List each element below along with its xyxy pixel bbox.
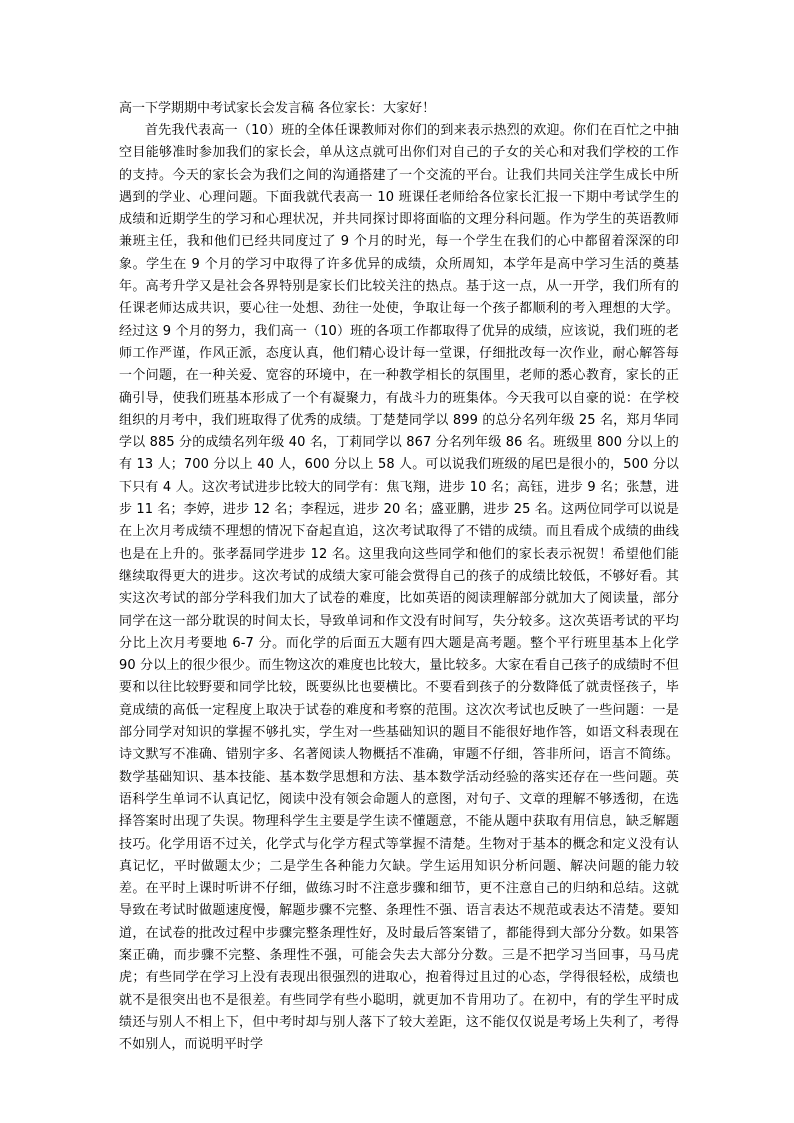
document-content (119, 98, 679, 1108)
document-body: 首先我代表高一（10）班的全体任课教师对你们的到来表示热烈的欢迎。你们在百忙之中抽空目能够准时参加我们的家长会，单从这点就可出你们对自己的子女的关心和对我们学校的工作的支持。今天的家长会为我们之间的沟通搭建了一个交流的平台。让我们共同关注学生成长中所遇到的学业、心理问题。下面我就代表高一 10 班课任老师给各位家长汇报一下期中考试学生的成绩和近期学生的学习和心理状况，并共同探讨即将面临的文理分科问题。作为学生的英语教师兼班主任，我和他们已经共同度过了 9 个月的时光，每一个学生在我们的心中都留着深深的印象。学生在 9 个月的学习中取得了许多优异的成绩，众所周知，本学年是高中学习生活的奠基年。高考升学又是社会各界特别是家长们比较关注的热点。基于这一点，从一开学，我们所有的任课老师达成共识，要心往一处想、劲往一处使，争取让每一个孩子都顺利的考入理想的大学。经过这 9 个月的努力，我们高一（10）班的各项工作都取得了优异的成绩，应该说，我们班的老师工作严谨，作风正派，态度认真，他们精心设计每一堂课，仔细批改每一次作业，耐心解答每一个问题，在一种关爱、宽容的环境中，在一种教学相长的氛围里，老师的悉心教育，家长的正确引导，使我们班基本形成了一个有凝聚力，有战斗力的班集体。今天我可以自豪的说：在学校组织的月考中，我们班取得了优秀的成绩。丁楚楚同学以 899 的总分名列年级 25 名，郑月华同学以 885 分的成绩名列年级 40 名，丁莉同学以 867 分名列年级 86 名。班级里 800 分以上的有 13 人；700 分以上 40 人，600 分以上 58 人。可以说我们班级的尾巴是很小的，500 分以下只有 4 人。这次考试进步比较大的同学有：焦飞翔，进步 10 名；高钰，进步 9 名；张慧，进步 11 名；李婷，进步 12 名；李程远，进步 20 名；盛亚鹏，进步 25 名。这两位同学可以说是在上次月考成绩不理想的情况下奋起直追，这次考试取得了不错的成绩。而且看成个成绩的曲线也是在上升的。张孝磊同学进步 12 名。这里我向这些同学和他们的家长表示祝贺！希望他们能继续取得更大的进步。这次考试的成绩大家可能会赏得自己的孩子的成绩比较低，不够好看。其实这次考试的部分学科我们加大了试卷的难度，比如英语的阅读理解部分就加大了阅读量，部分同学在这一部分耽误的时间太长，导致单词和作文没有时间写，失分较多。这次英语考试的平均分比上次月考要地 6-7 分。而化学的后面五大题有四大题是高考题。整个平行班里基本上化学 90 分以上的很少很少。而生物这次的难度也比较大，量比较多。大家在看自己孩子的成绩时不但要和以往比较野要和同学比较，既要纵比也要横比。不要看到孩子的分数降低了就责怪孩子，毕竟成绩的高低一定程度上取决于试卷的难度和考察的范围。这次次考试也反映了一些问题：一是部分同学对知识的掌握不够扎实，学生对一些基础知识的题目不能很好地作答，如语文科表现在诗文默写不准确、错别字多、名著阅读人物概括不准确，审题不仔细，答非所问，语言不简练。数学基础知识、基本技能、基本数学思想和方法、基本数学活动经验的落实还存在一些问题。英语科学生单词不认真记忆，阅读中没有领会命题人的意图，对句子、文章的理解不够透彻，在选择答案时出现了失误。物理科学生主要是学生读不懂题意，不能从题中获取有用信息，缺乏解题技巧。化学用语不过关，化学式与化学方程式等掌握不清楚。生物对于基本的概念和定义没有认真记忆，平时做题太少；二是学生各种能力欠缺。学生运用知识分析问题、解决问题的能力较差。在平时上课时听讲不仔细，做练习时不注意步骤和细节，更不注意自己的归纳和总结。这就导致在考试时做题速度慢，解题步骤不完整、条理性不强、语言表达不规范或表达不清楚。要知道，在试卷的批改过程中步骤完整条理性好，及时最后答案错了，都能得到大部分分数。如果答案正确，而步骤不完整、条理性不强，可能会失去大部分分数。三是不把学习当回事，马马虎虎；有些同学在学习上没有表现出很强烈的进取心，抱着得过且过的心态，学得很轻松，成绩也就不是很突出也不是很差。有些同学有些小聪明，就更加不肯用功了。在初中，有的学生平时成绩还与别人不相上下，但中考时却与别人落下了较大差距，这不能仅仅说是考场上失利了，考得不如别人，而说明平时学 (119, 123, 679, 1053)
document-title: 高一下学期期中考试家长会发言稿 各位家长：大家好！ (119, 101, 436, 116)
